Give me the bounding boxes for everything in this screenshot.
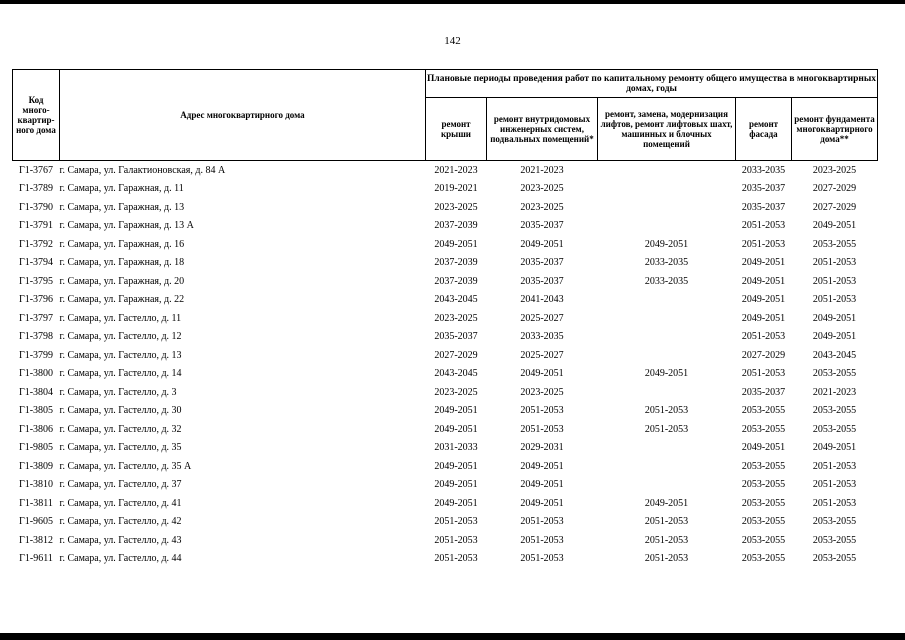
roof-period-cell: 2023-2025 [434,201,478,213]
table-row [13,550,878,569]
foundation-period-cell: 2043-2045 [812,349,857,361]
roof-period-cell: 2049-2051 [434,460,478,472]
table-row [13,217,878,236]
house-code-cell: Г1-3812 [18,534,54,546]
table-row [13,420,878,439]
house-code-cell: Г1-3767 [18,164,54,176]
house-code-cell: Г1-3795 [18,275,54,287]
facade-period-cell: 2051-2053 [741,368,786,380]
table-row [13,309,878,328]
address-cell: г. Самара, ул. Гастелло, д. 32 [59,423,182,435]
foundation-period-cell: 2053-2055 [812,238,857,250]
house-code-cell: Г1-3796 [18,294,54,306]
engineering-period-cell: 2051-2053 [520,553,564,565]
house-code-cell: Г1-3804 [18,386,54,398]
foundation-period-cell: 2027-2029 [812,183,857,195]
address-cell: г. Самара, ул. Гаражная, д. 16 [59,238,185,250]
elevators-period-cell: 2033-2035 [644,275,689,287]
facade-period-cell: 2053-2055 [741,516,786,528]
elevators-period-cell [598,198,736,217]
roof-period-cell: 2051-2053 [434,516,478,528]
facade-period-cell: 2051-2053 [741,220,786,232]
address-cell: г. Самара, ул. Гастелло, д. 30 [59,405,182,417]
table-row [13,235,878,254]
elevators-period-cell [598,346,736,365]
roof-period-cell: 2049-2051 [434,238,478,250]
table-row [13,161,878,180]
roof-period-cell: 2037-2039 [434,220,478,232]
header-elevators-repair: ремонт, замена, модернизация лифтов, ремонт лифтовых шахт, машинных и блочных помещений [598,98,736,161]
engineering-period-cell: 2051-2053 [520,423,564,435]
facade-period-cell: 2035-2037 [741,201,786,213]
address-cell: г. Самара, ул. Гастелло, д. 3 [59,386,177,398]
engineering-period-cell: 2051-2053 [520,534,564,546]
house-code-cell: Г1-9805 [18,442,54,454]
table-header [13,70,878,161]
roof-period-cell: 2035-2037 [434,331,478,343]
roof-period-cell: 2023-2025 [434,312,478,324]
facade-period-cell: 2049-2051 [741,294,786,306]
house-code-cell: Г1-3794 [18,257,54,269]
roof-period-cell: 2051-2053 [434,553,478,565]
elevators-period-cell [598,328,736,347]
elevators-period-cell: 2049-2051 [644,497,689,509]
facade-period-cell: 2049-2051 [741,312,786,324]
engineering-period-cell: 2023-2025 [520,183,564,195]
address-cell: г. Самара, ул. Гастелло, д. 41 [59,497,182,509]
engineering-period-cell: 2049-2051 [520,238,564,250]
house-code-cell: Г1-3810 [18,479,54,491]
table-row [13,254,878,273]
elevators-period-cell [598,476,736,495]
house-code-cell: Г1-3805 [18,405,54,417]
header-house-code: Код много-квартир-ного дома [13,70,60,161]
facade-period-cell: 2051-2053 [741,238,786,250]
house-code-cell: Г1-3792 [18,238,54,250]
facade-period-cell: 2035-2037 [741,183,786,195]
address-cell: г. Самара, ул. Гастелло, д. 12 [59,331,182,343]
elevators-period-cell [598,180,736,199]
header-engineering-systems-repair: ремонт внутридомовых инженерных систем, подвальных помещений* [487,98,598,161]
engineering-period-cell: 2035-2037 [520,220,564,232]
elevators-period-cell: 2049-2051 [644,368,689,380]
roof-period-cell: 2021-2023 [434,164,478,176]
engineering-period-cell: 2023-2025 [520,386,564,398]
roof-period-cell: 2037-2039 [434,257,478,269]
bottom-border-rule [0,633,905,640]
facade-period-cell: 2053-2055 [741,479,786,491]
facade-period-cell: 2035-2037 [741,386,786,398]
foundation-period-cell: 2049-2051 [812,442,857,454]
top-border-rule [0,0,905,4]
foundation-period-cell: 2049-2051 [812,220,857,232]
table-row [13,180,878,199]
elevators-period-cell: 2049-2051 [644,238,689,250]
engineering-period-cell: 2025-2027 [520,349,564,361]
elevators-period-cell: 2051-2053 [644,534,689,546]
engineering-period-cell: 2025-2027 [520,312,564,324]
house-code-cell: Г1-3809 [18,460,54,472]
roof-period-cell: 2031-2033 [434,442,478,454]
roof-period-cell: 2043-2045 [434,368,478,380]
facade-period-cell: 2049-2051 [741,257,786,269]
house-code-cell: Г1-3800 [18,368,54,380]
address-cell: г. Самара, ул. Гаражная, д. 11 [59,183,184,195]
engineering-period-cell: 2049-2051 [520,497,564,509]
roof-period-cell: 2049-2051 [434,479,478,491]
address-cell: г. Самара, ул. Гаражная, д. 13 А [59,220,194,232]
foundation-period-cell: 2053-2055 [812,423,857,435]
roof-period-cell: 2049-2051 [434,405,478,417]
foundation-period-cell: 2053-2055 [812,516,857,528]
table-row [13,402,878,421]
house-code-cell: Г1-3799 [18,349,54,361]
facade-period-cell: 2049-2051 [741,275,786,287]
facade-period-cell: 2049-2051 [741,442,786,454]
capital-repair-schedule-table [12,69,878,568]
house-code-cell: Г1-9605 [18,516,54,528]
elevators-period-cell [598,309,736,328]
facade-period-cell: 2053-2055 [741,460,786,472]
address-cell: г. Самара, ул. Гастелло, д. 35 А [59,460,192,472]
elevators-period-cell [598,383,736,402]
header-planned-periods: Плановые периоды проведения работ по капитальному ремонту общего имущества в многоквартирных домах, годы [426,70,878,98]
table-row [13,439,878,458]
elevators-period-cell: 2051-2053 [644,405,689,417]
address-cell: г. Самара, ул. Галактионовская, д. 84 А [59,164,226,176]
house-code-cell: Г1-3798 [18,331,54,343]
house-code-cell: Г1-3790 [18,201,54,213]
table-row [13,383,878,402]
engineering-period-cell: 2035-2037 [520,257,564,269]
house-code-cell: Г1-3791 [18,220,54,232]
foundation-period-cell: 2051-2053 [812,257,857,269]
facade-period-cell: 2053-2055 [741,553,786,565]
table-row [13,476,878,495]
engineering-period-cell: 2029-2031 [520,442,564,454]
table-row [13,291,878,310]
header-address: Адрес многоквартирного дома [60,70,426,161]
foundation-period-cell: 2051-2053 [812,479,857,491]
facade-period-cell: 2053-2055 [741,497,786,509]
address-cell: г. Самара, ул. Гастелло, д. 14 [59,368,182,380]
foundation-period-cell: 2053-2055 [812,534,857,546]
engineering-period-cell: 2049-2051 [520,460,564,472]
table-row [13,513,878,532]
address-cell: г. Самара, ул. Гастелло, д. 44 [59,553,182,565]
facade-period-cell: 2033-2035 [741,164,786,176]
house-code-cell: Г1-9611 [19,553,53,565]
header-roof-repair: ремонт крыши [426,98,487,161]
roof-period-cell: 2049-2051 [434,497,478,509]
roof-period-cell: 2027-2029 [434,349,478,361]
roof-period-cell: 2019-2021 [434,183,478,195]
elevators-period-cell [598,217,736,236]
foundation-period-cell: 2051-2053 [812,275,857,287]
elevators-period-cell: 2051-2053 [644,516,689,528]
page-number: 142 [444,35,461,47]
foundation-period-cell: 2051-2053 [812,460,857,472]
house-code-cell: Г1-3789 [18,183,54,195]
elevators-period-cell [598,457,736,476]
facade-period-cell: 2053-2055 [741,405,786,417]
elevators-period-cell: 2051-2053 [644,423,689,435]
foundation-period-cell: 2051-2053 [812,294,857,306]
engineering-period-cell: 2021-2023 [520,164,564,176]
table-body [13,161,878,569]
house-code-cell: Г1-3797 [18,312,54,324]
facade-period-cell: 2051-2053 [741,331,786,343]
foundation-period-cell: 2053-2055 [812,553,857,565]
table-row [13,494,878,513]
roof-period-cell: 2051-2053 [434,534,478,546]
table-row [13,531,878,550]
address-cell: г. Самара, ул. Гаражная, д. 18 [59,257,185,269]
engineering-period-cell: 2049-2051 [520,479,564,491]
table-row [13,328,878,347]
address-cell: г. Самара, ул. Гаражная, д. 22 [59,294,185,306]
address-cell: г. Самара, ул. Гастелло, д. 13 [59,349,182,361]
foundation-period-cell: 2049-2051 [812,331,857,343]
table-row [13,272,878,291]
engineering-period-cell: 2049-2051 [520,368,564,380]
engineering-period-cell: 2033-2035 [520,331,564,343]
foundation-period-cell: 2053-2055 [812,368,857,380]
address-cell: г. Самара, ул. Гастелло, д. 42 [59,516,182,528]
elevators-period-cell [598,161,736,180]
elevators-period-cell [598,439,736,458]
roof-period-cell: 2023-2025 [434,386,478,398]
roof-period-cell: 2049-2051 [434,423,478,435]
engineering-period-cell: 2041-2043 [520,294,564,306]
facade-period-cell: 2027-2029 [741,349,786,361]
header-facade-repair: ремонт фасада [736,98,792,161]
address-cell: г. Самара, ул. Гастелло, д. 11 [59,312,182,324]
address-cell: г. Самара, ул. Гаражная, д. 13 [59,201,185,213]
foundation-period-cell: 2049-2051 [812,312,857,324]
table-row [13,457,878,476]
roof-period-cell: 2037-2039 [434,275,478,287]
engineering-period-cell: 2051-2053 [520,405,564,417]
table-row [13,365,878,384]
house-code-cell: Г1-3806 [18,423,54,435]
engineering-period-cell: 2051-2053 [520,516,564,528]
foundation-period-cell: 2027-2029 [812,201,857,213]
facade-period-cell: 2053-2055 [741,534,786,546]
address-cell: г. Самара, ул. Гастелло, д. 43 [59,534,182,546]
engineering-period-cell: 2023-2025 [520,201,564,213]
address-cell: г. Самара, ул. Гастелло, д. 37 [59,479,182,491]
foundation-period-cell: 2021-2023 [812,386,857,398]
address-cell: г. Самара, ул. Гаражная, д. 20 [59,275,185,287]
roof-period-cell: 2043-2045 [434,294,478,306]
foundation-period-cell: 2023-2025 [812,164,857,176]
header-foundation-repair: ремонт фундамента многоквартирного дома** [792,98,878,161]
engineering-period-cell: 2035-2037 [520,275,564,287]
elevators-period-cell [598,291,736,310]
facade-period-cell: 2053-2055 [741,423,786,435]
foundation-period-cell: 2051-2053 [812,497,857,509]
house-code-cell: Г1-3811 [19,497,53,509]
elevators-period-cell: 2051-2053 [644,553,689,565]
foundation-period-cell: 2053-2055 [812,405,857,417]
table-row [13,346,878,365]
table-row [13,198,878,217]
elevators-period-cell: 2033-2035 [644,257,689,269]
address-cell: г. Самара, ул. Гастелло, д. 35 [59,442,182,454]
